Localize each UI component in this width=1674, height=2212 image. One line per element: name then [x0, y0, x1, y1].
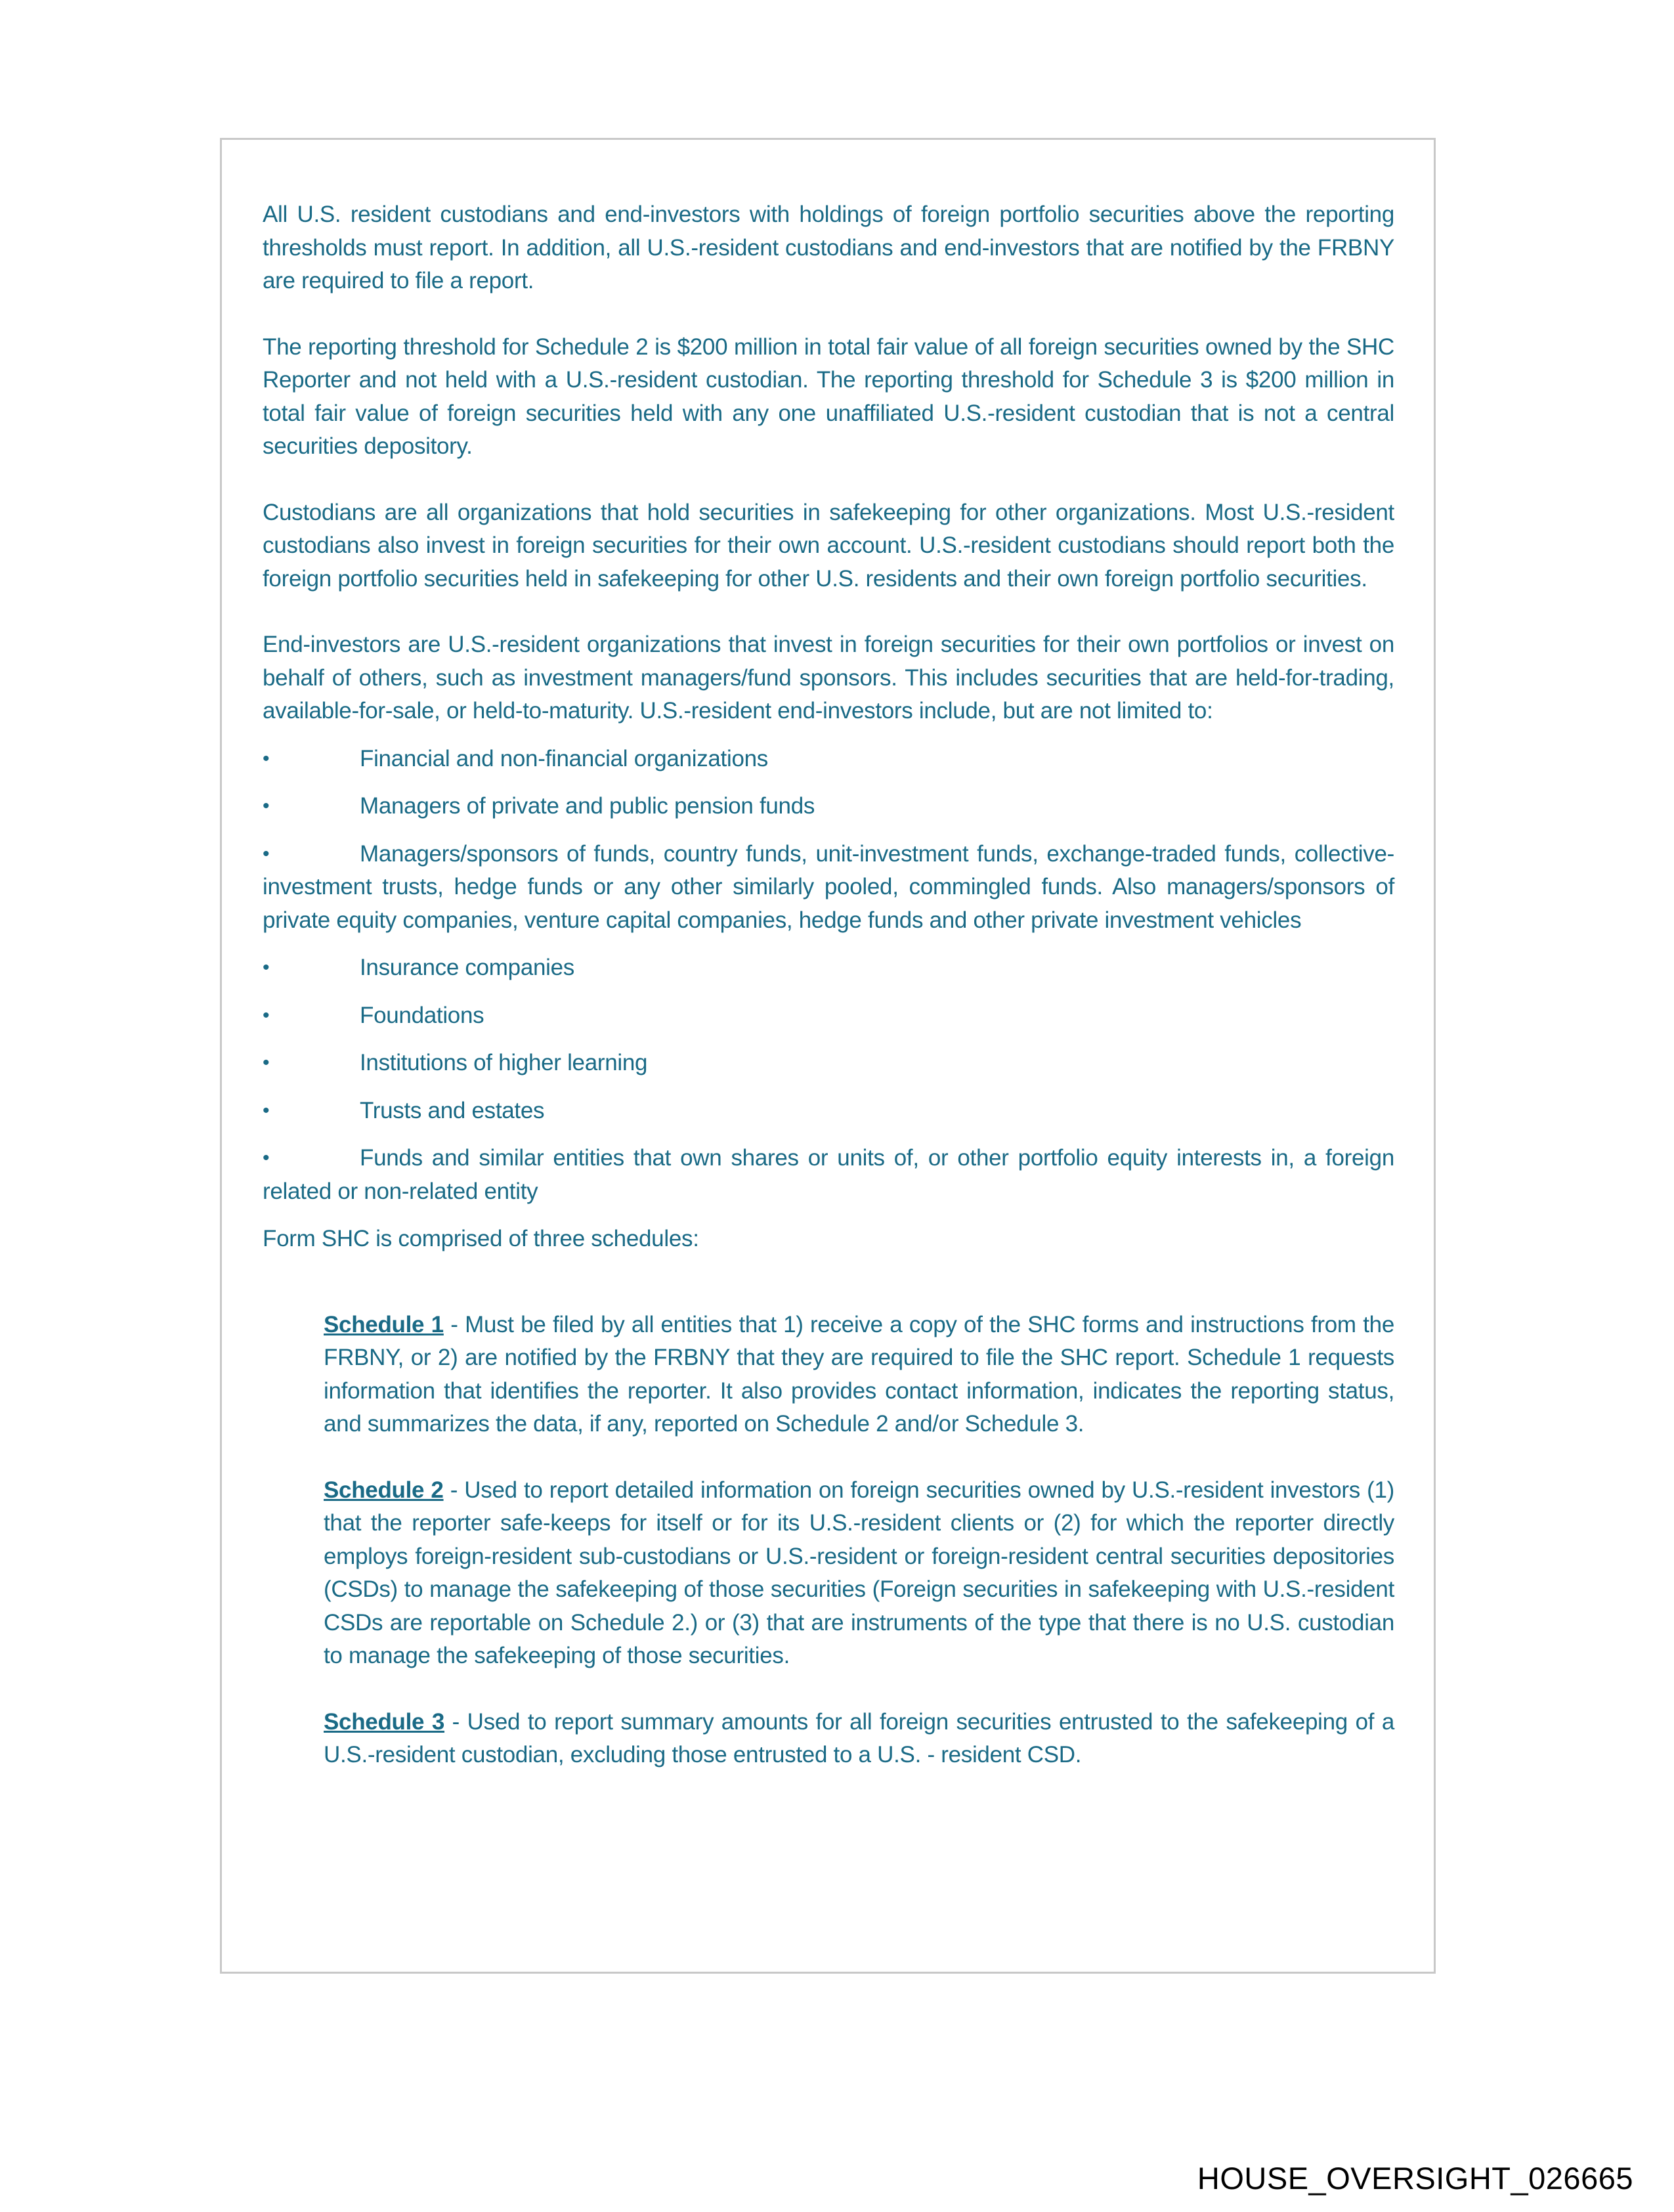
- bullet-icon: •: [263, 1147, 270, 1169]
- bullet-icon: •: [263, 1052, 270, 1073]
- end-investor-list: [263, 743, 1394, 1209]
- schedule-item: [324, 1309, 1394, 1441]
- list-item: [263, 1095, 1394, 1128]
- paragraph-end-investors: End-investors are U.S.-resident organizations that invest in foreign securities for their own portfolios or invest on behalf of others, such as investment managers/fund sponsors. This includes securities that are held-for-trading, available-for-sale, or held-to-maturity. U.S.-resident end-investors include, but are not limited to:: [263, 632, 1394, 724]
- paragraph-custodians: Custodians are all organizations that hold securities in safekeeping for other organizations. Most U.S.-resident custodians also invest in foreign securities for their own account. U.S.-resident custodians should report both the foreign portfolio securities held in safekeeping for other U.S. residents and their own foreign portfolio securities.: [263, 499, 1394, 592]
- list-item: [263, 951, 1394, 985]
- bates-number: HOUSE_OVERSIGHT_026665: [1197, 2161, 1633, 2196]
- list-item: [263, 1142, 1394, 1208]
- bullet-icon: •: [263, 842, 270, 865]
- bullet-icon: •: [263, 1099, 270, 1121]
- schedule-title: Schedule 1: [324, 1311, 444, 1337]
- list-item-text: Foundations: [360, 1002, 484, 1028]
- list-item: [263, 999, 1394, 1033]
- schedule-description: - Must be filed by all entities that 1) receive a copy of the SHC forms and instructions from the FRBNY, or 2) are notified by the FRBNY that they are required to file the SHC report. Schedule 1 requests information that identifies the reporter. It also provides contact information, indicates the reporting status, and summarizes the data, if any, reported on Schedule 2 and/or Schedule 3.: [324, 1311, 1394, 1437]
- schedule-list: [263, 1309, 1394, 1772]
- bullet-icon: •: [263, 747, 270, 770]
- list-item-text: Managers/sponsors of funds, country funds, unit-investment funds, exchange-traded funds, collective-investment trusts, hedge funds or any other similarly pooled, commingled funds. Also managers/sponsors of private equity companies, venture capital companies, hedge funds and other private investment vehicles: [263, 840, 1394, 933]
- list-item: [263, 1047, 1394, 1080]
- list-item-text: Funds and similar entities that own shares or units of, or other portfolio equity interests in, a foreign related or non-related entity: [263, 1145, 1394, 1204]
- document-body: [263, 198, 1394, 1805]
- schedules-intro: Form SHC is comprised of three schedules:: [263, 1226, 699, 1251]
- schedule-item: [324, 1474, 1394, 1673]
- schedule-item: [324, 1706, 1394, 1772]
- list-item: [263, 790, 1394, 823]
- list-item-text: Insurance companies: [360, 955, 574, 980]
- schedule-description: - Used to report detailed information on foreign securities owned by U.S.-resident investors (1) that the reporter safe-keeps for itself or for its U.S.-resident clients or (2) for which the reporter directly employs foreign-resident sub-custodians or U.S.-resident or foreign-resident central securities depositories (CSDs) to manage the safekeeping of those securities (Foreign securities in safekeeping with U.S.-resident CSDs are reportable on Schedule 2.) or (3) that are instruments of the type that there is no U.S. custodian to manage the safekeeping of those securities.: [324, 1477, 1394, 1668]
- list-item: [263, 743, 1394, 776]
- bullet-icon: •: [263, 957, 270, 978]
- schedule-title: Schedule 2: [324, 1477, 444, 1503]
- list-item-text: Financial and non-financial organizations: [360, 745, 768, 771]
- list-item-text: Managers of private and public pension funds: [360, 793, 815, 819]
- list-item-text: Trusts and estates: [360, 1097, 545, 1123]
- bullet-icon: •: [263, 795, 270, 817]
- bullet-icon: •: [263, 1004, 270, 1026]
- paragraph-reporting-requirement: All U.S. resident custodians and end-investors with holdings of foreign portfolio securities above the reporting thresholds must report. In addition, all U.S.-resident custodians and end-investors that are notified by the FRBNY are required to file a report.: [263, 202, 1394, 293]
- list-item: [263, 838, 1394, 938]
- list-item-text: Institutions of higher learning: [360, 1050, 648, 1075]
- schedule-description: - Used to report summary amounts for all foreign securities entrusted to the safekeeping of a U.S.-resident custodian, excluding those entrusted to a U.S. - resident CSD.: [324, 1708, 1395, 1767]
- paragraph-reporting-threshold: The reporting threshold for Schedule 2 is $200 million in total fair value of all foreign securities owned by the SHC Reporter and not held with a U.S.-resident custodian. The reporting threshold for Schedule 3 is $200 million in total fair value of foreign securities held with any one unaffiliated U.S.-resident custodian that is not a central securities depository.: [263, 334, 1394, 459]
- schedule-title: Schedule 3: [324, 1708, 445, 1735]
